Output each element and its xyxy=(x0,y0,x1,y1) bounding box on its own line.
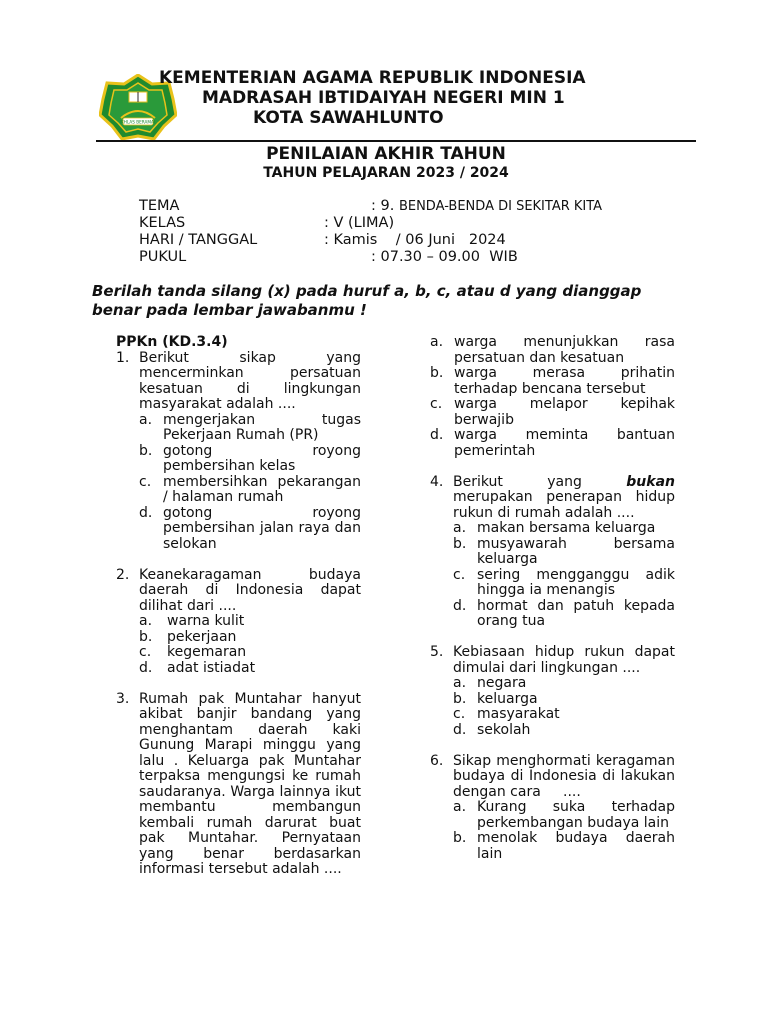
option-a: a. negara xyxy=(453,675,527,691)
question-number: 3. xyxy=(116,690,130,707)
exam-year: TAHUN PELAJARAN 2023 / 2024 xyxy=(263,165,509,181)
header-divider xyxy=(96,140,696,142)
option-c: c. masyarakat xyxy=(453,706,560,722)
logo-motto: IKHLAS BERAMAL xyxy=(119,119,157,125)
question-number: 2. xyxy=(116,566,130,583)
right-column xyxy=(430,334,680,878)
tema-prefix: : 9. xyxy=(371,198,399,214)
option-b: b. warga merasa prihatin terhadap bencana tersebut xyxy=(430,365,675,397)
header-city: KOTA SAWAHLUNTO xyxy=(253,108,444,128)
question-text: Berikut yang bukan merupakan penerapan hidup rukun di rumah adalah .... xyxy=(453,473,675,521)
question-text: Keanekaragaman budaya daerah di Indonesia dapat dilihat dari .... xyxy=(139,566,361,614)
hari-label: HARI / TANGGAL xyxy=(139,232,258,248)
emphasis-bukan: bukan xyxy=(626,473,675,490)
option-d: d. adat istiadat xyxy=(139,659,256,676)
question-1 xyxy=(116,351,361,553)
tema-label: TEMA xyxy=(139,198,180,214)
question-text: Sikap menghormati keragaman budaya di Indonesia di lakukan dengan cara .... xyxy=(453,752,680,800)
question-5 xyxy=(430,645,675,738)
kelas-label: KELAS xyxy=(139,215,186,231)
pukul-label: PUKUL xyxy=(139,249,187,265)
exam-title: PENILAIAN AKHIR TAHUN xyxy=(266,144,506,164)
option-d: d. warga meminta bantuan pemerintah xyxy=(430,427,675,459)
option-b: b. menolak budaya daerah lain xyxy=(453,830,675,862)
tema-text: BENDA-BENDA DI SEKITAR KITA xyxy=(398,199,603,214)
header-school: MADRASAH IBTIDAIYAH NEGERI MIN 1 xyxy=(202,88,565,108)
option-c: c. warga melapor kepihak berwajib xyxy=(430,396,675,428)
option-d: d. hormat dan patuh kepada orang tua xyxy=(453,597,675,629)
question-number: 1. xyxy=(116,349,130,366)
option-b: b. musyawarah bersama keluarga xyxy=(453,535,675,567)
question-number: 5. xyxy=(430,644,444,660)
option-d: d. gotong royong pembersihan jalan raya dan selokan xyxy=(139,504,361,552)
option-b: b. pekerjaan xyxy=(139,628,237,645)
option-a: a. Kurang suka terhadap perkembangan budaya lain xyxy=(453,799,675,831)
left-column xyxy=(116,335,361,893)
pukul-value: : 07.30 – 09.00 WIB xyxy=(371,249,518,265)
option-c: c. membersihkan pekarangan / halaman rumah xyxy=(139,473,361,505)
question-number: 6. xyxy=(430,752,444,769)
section-title: PPKn (KD.3.4) xyxy=(116,334,228,350)
question-4 xyxy=(430,475,675,630)
option-a: a. mengerjakan tugas Pekerjaan Rumah (PR) xyxy=(139,411,361,443)
question-3-options xyxy=(430,335,675,459)
question-text: Rumah pak Muntahar hanyut akibat banjir bandang yang menghantam daerah kaki Gunung Marapi minggu yang lalu . Keluarga pak Muntahar terpaksa mengungsi ke rumah saudaranya. Warga lainnya ikut membantu membangun kembali rumah darurat buat pak Muntahar. Pernyataan yang benar berdasarkan informasi tersebut adalah .... xyxy=(139,690,361,877)
option-a: a. makan bersama keluarga xyxy=(453,520,656,536)
option-b: b. keluarga xyxy=(453,690,538,707)
header-ministry: KEMENTERIAN AGAMA REPUBLIK INDONESIA xyxy=(159,68,586,88)
question-text: Berikut sikap yang mencerminkan persatuan kesatuan di lingkungan masyarakat adalah .... xyxy=(139,349,361,412)
hari-value: : Kamis / 06 Juni 2024 xyxy=(324,232,506,248)
question-number: 4. xyxy=(430,473,444,490)
question-text: Kebiasaan hidup rukun dapat dimulai dari lingkungan .... xyxy=(453,644,675,676)
instruction: Berilah tanda silang (x) pada huruf a, b, c, atau d yang dianggap benar pada lembar jawabanmu ! xyxy=(92,282,642,319)
option-a: a. warna kulit xyxy=(139,613,245,629)
option-a: a. warga menunjukkan rasa persatuan dan kesatuan xyxy=(430,334,675,366)
tema-value xyxy=(371,198,602,215)
kelas-value: : V (LIMA) xyxy=(324,215,395,231)
question-2 xyxy=(116,568,361,677)
option-d: d. sekolah xyxy=(453,721,531,738)
option-b: b. gotong royong pembersihan kelas xyxy=(139,442,361,474)
option-c: c. kegemaran xyxy=(139,644,247,660)
question-6 xyxy=(430,752,680,863)
option-c: c. sering mengganggu adik hingga ia menangis xyxy=(453,566,675,598)
question-3 xyxy=(116,692,361,878)
